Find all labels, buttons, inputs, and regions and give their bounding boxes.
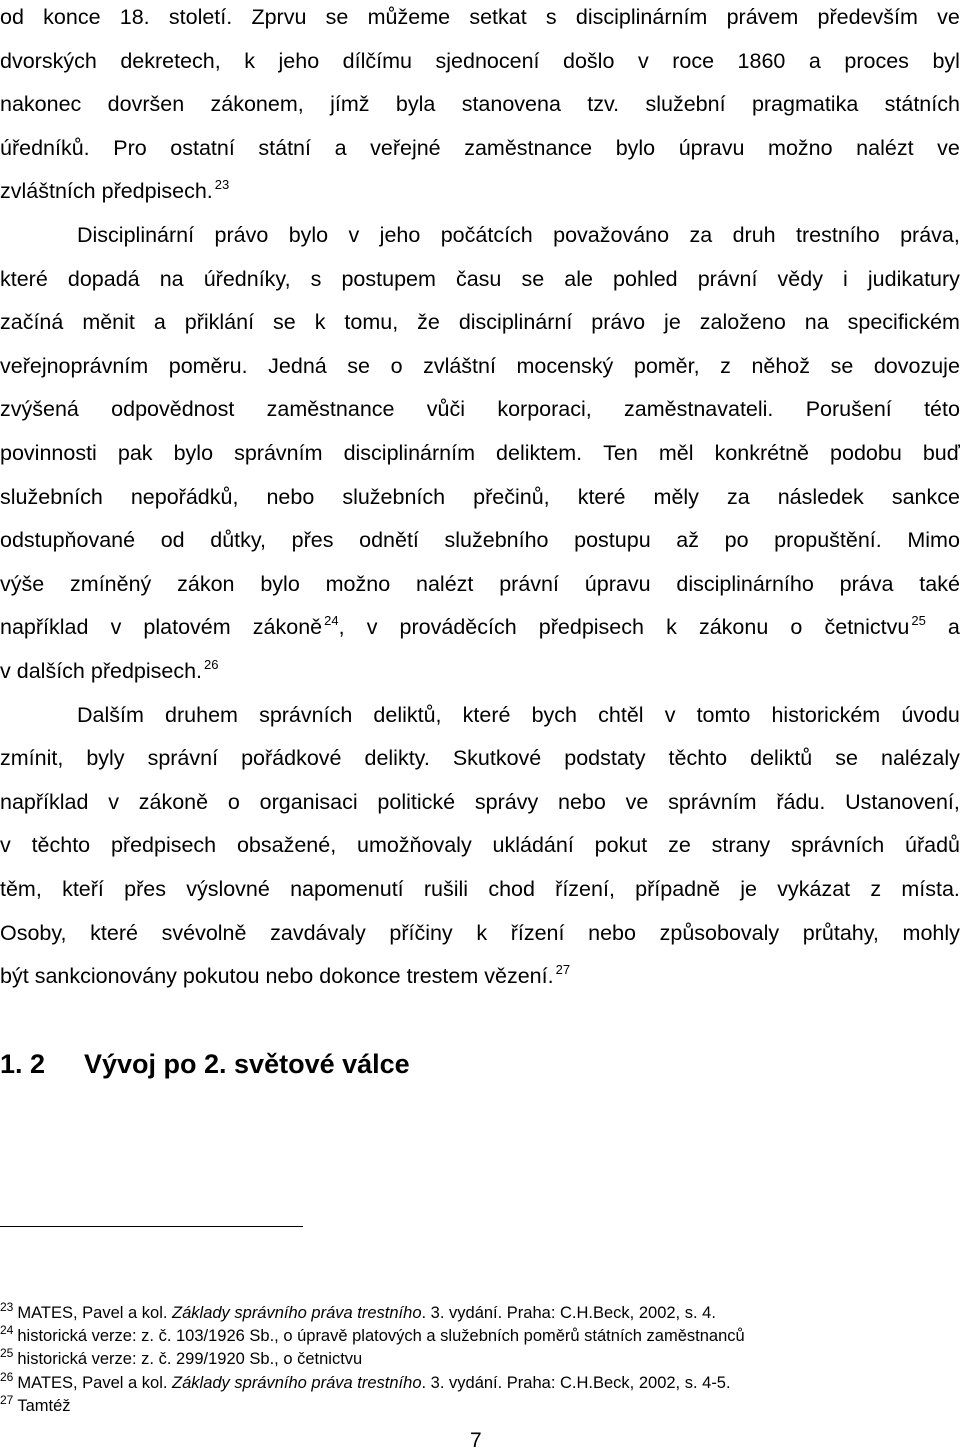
footnote: [0, 1302, 716, 1324]
body-line: těm, kteří přes výslovné napomenutí rušili chod řízení, případně je vykázat z místa.: [0, 877, 960, 901]
footnote: [0, 1369, 731, 1394]
footnote-title: Základy správního práva trestního: [172, 1373, 422, 1392]
body-line: být sankcionovány pokutou nebo dokonce trestem vězení. $^{27}$: [0, 962, 571, 989]
body-line: veřejnoprávním poměru. Jedná se o zvláštní mocenský poměr, z něhož se dovozuje: [0, 353, 960, 378]
body-line: od konce 18. století. Zprvu se můžeme setkat s disciplinárním právem především ve: [0, 5, 960, 29]
footnote-text: MATES, Pavel a kol.: [17, 1373, 173, 1392]
footnote-text: Tamtéž: [17, 1396, 71, 1415]
body-line: v dalších předpisech. $^{26}$: [0, 657, 219, 683]
footnote-reference[interactable]: 26: [204, 657, 219, 672]
body-line: Osoby, které svévolně zavdávaly příčiny k řízení nebo způsobovaly průtahy, mohly: [0, 920, 960, 945]
body-line: nakonec dovršen zákonem, jímž byla stanovena tzv. služební pragmatika státních: [0, 92, 960, 117]
footnote-number: 26: [0, 1369, 14, 1384]
body-line: v těchto předpisech obsažené, umožňovaly ukládání pokut ze strany správních úřadů: [0, 833, 960, 858]
body-line: odstupňované od důtky, přes odnětí služebního postupu až po propuštění. Mimo: [0, 528, 960, 553]
footnote-text: . 3. vydání. Praha: C.H.Beck, 2002, s. 4-5.: [421, 1373, 731, 1392]
body-line: výše zmíněný zákon bylo možno nalézt právní úpravu disciplinárního práva také: [0, 571, 960, 596]
body-line: povinnosti pak bylo správním disciplinárním deliktem. Ten měl konkrétně podobu buď: [0, 441, 960, 465]
footnote-text: MATES, Pavel a kol.: [17, 1304, 173, 1322]
body-line: úředníků. Pro ostatní státní a veřejné zaměstnance bylo úpravu možno nalézt ve: [0, 135, 960, 160]
body-line: například v zákoně o organisaci politické správy nebo ve správním řádu. Ustanovení,: [0, 789, 960, 814]
footnote-text: historická verze: z. č. 299/1920 Sb., o četnictvu: [17, 1350, 363, 1369]
body-line: zvláštních předpisech. $^{23}$: [0, 177, 230, 204]
footnote-reference[interactable]: 23: [214, 177, 230, 193]
section-heading: [0, 1044, 410, 1084]
section-number: 1. 2: [0, 1049, 46, 1079]
footnote-title: Základy správního práva trestního: [172, 1304, 422, 1322]
footnote-number: 24: [0, 1323, 14, 1338]
page-number: 7: [470, 1429, 482, 1452]
section-title: Vývoj po 2. světové válce: [84, 1049, 410, 1079]
footnote: [0, 1325, 745, 1347]
body-line: zvýšená odpovědnost zaměstnance vůči korporaci, zaměstnavateli. Porušení této: [0, 397, 960, 422]
body-line: dvorských dekretech, k jeho dílčímu sjednocení došlo v roce 1860 a proces byl: [0, 48, 960, 73]
footnote: [0, 1348, 362, 1370]
body-line: Dalším druhem správních deliktů, které bych chtěl v tomto historickém úvodu: [77, 702, 960, 727]
footnote: [0, 1392, 71, 1417]
footnote-separator: [0, 1226, 303, 1227]
body-line: například v platovém zákoně $^{24}$, v prováděcích předpisech k zákonu o četnictvu $^{25}$ a: [0, 613, 960, 640]
body-line: které dopadá na úředníky, s postupem času se ale pohled právní vědy i judikatury: [0, 266, 960, 291]
footnote-number: 27: [0, 1392, 14, 1407]
body-line: služebních nepořádků, nebo služebních přečinů, které měly za následek sankce: [0, 484, 960, 509]
footnote-number: 25: [0, 1346, 14, 1361]
body-line: začíná měnit a přiklání se k tomu, že disciplinární právo je založeno na specifickém: [0, 310, 960, 335]
body-line: Disciplinární právo bylo v jeho počátcích považováno za druh trestního práva,: [77, 223, 960, 247]
footnote-reference[interactable]: 27: [555, 962, 571, 978]
footnote-text: . 3. vydání. Praha: C.H.Beck, 2002, s. 4.: [421, 1304, 716, 1322]
footnote-text: historická verze: z. č. 103/1926 Sb., o úpravě platových a služebních poměrů státních zaměstnanců: [17, 1327, 745, 1346]
body-line: zmínit, byly správní pořádkové delikty. Skutkové podstaty těchto deliktů se nalézaly: [0, 746, 960, 771]
footnote-number: 23: [0, 1300, 14, 1314]
